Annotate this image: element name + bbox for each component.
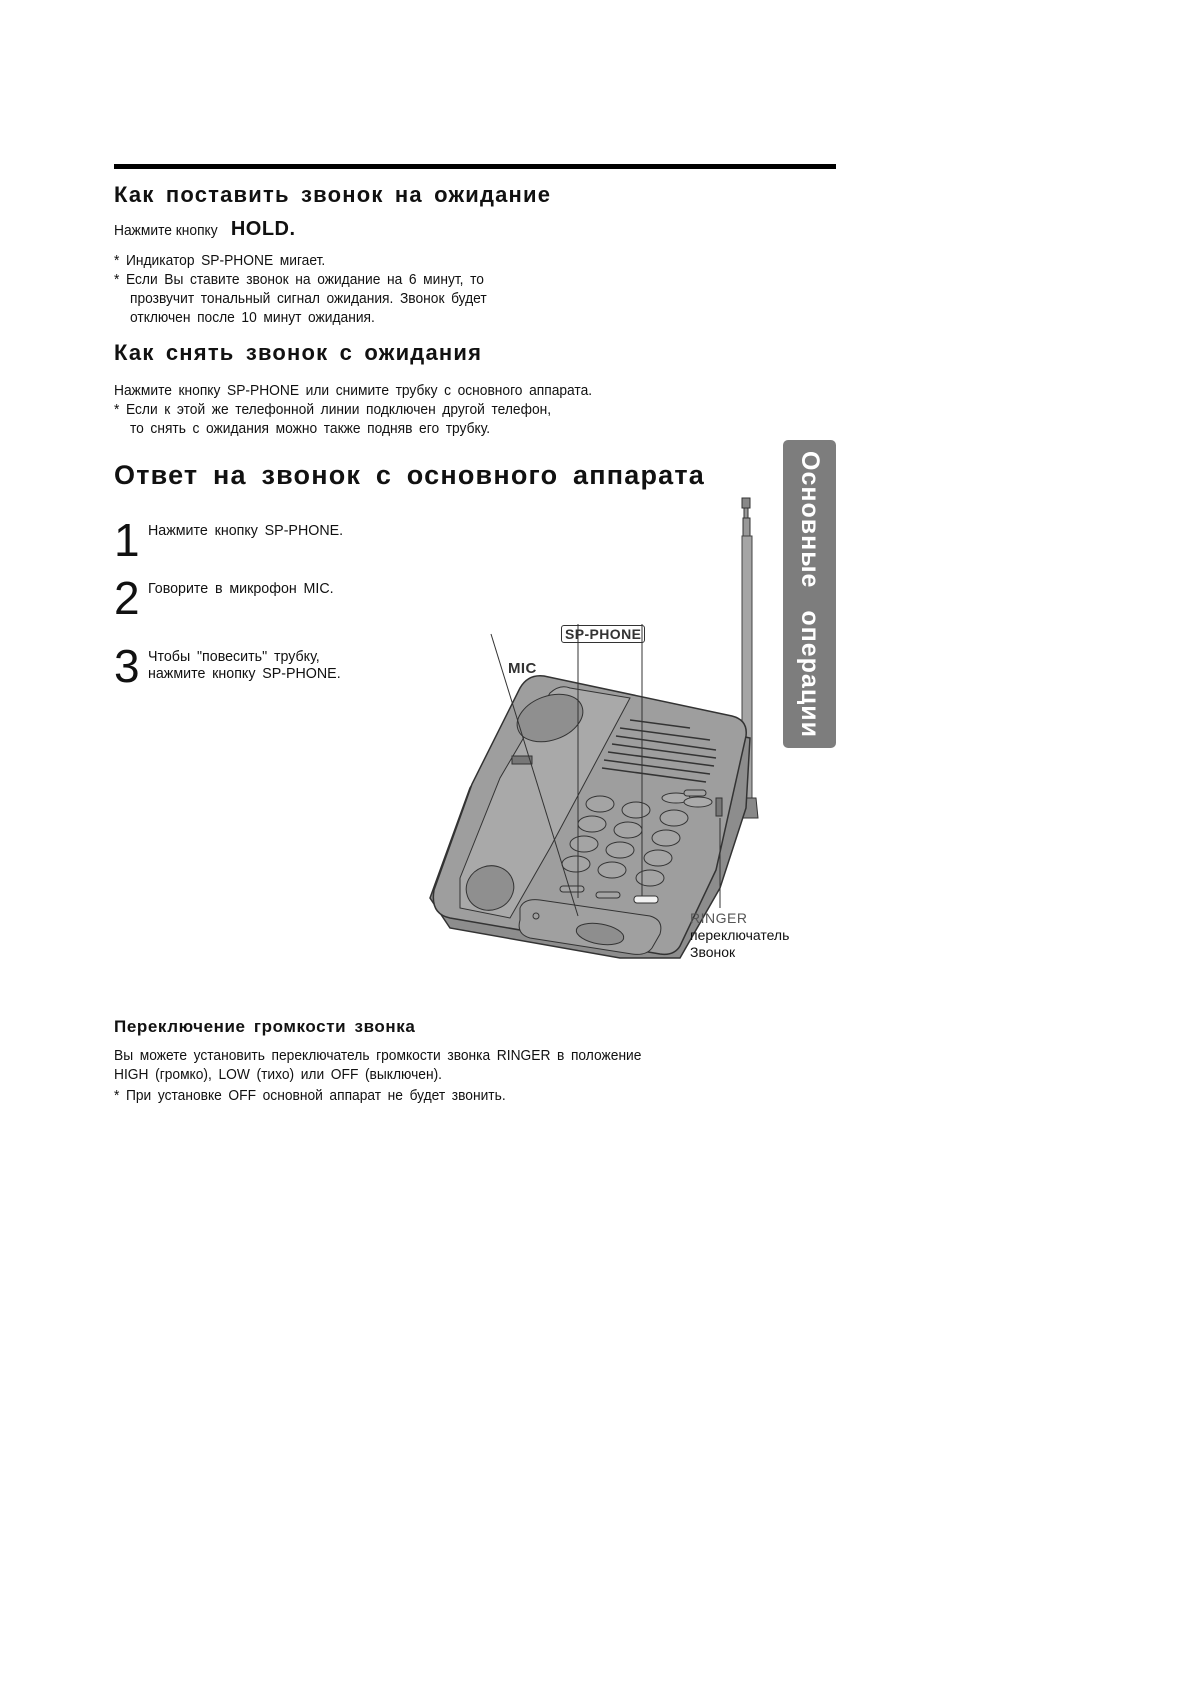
section-title-hold: Как поставить звонок на ожидание xyxy=(114,182,552,207)
sp-phone-button-icon xyxy=(634,896,658,903)
hold-note-2: * Если Вы ставите звонок на ожидание на 6 минут, то xyxy=(114,271,484,288)
ringer-line-1: Вы можете установить переключатель громкости звонка RINGER в положение xyxy=(114,1047,642,1064)
step-3 xyxy=(114,640,351,692)
step-2 xyxy=(114,572,343,624)
ringer-line-2: HIGH (громко), LOW (тихо) или OFF (выключен). xyxy=(114,1066,443,1083)
ringer-switch-icon xyxy=(716,798,722,816)
section-title-ringer: Переключение громкости звонка xyxy=(114,1017,416,1036)
phone-illustration xyxy=(420,488,780,978)
release-note-1-cont: то снять с ожидания можно также подняв его трубку. xyxy=(130,420,491,437)
section-title-answer: Ответ на звонок с основного аппарата xyxy=(114,460,705,490)
hold-note-2-cont2: отключен после 10 минут ожидания. xyxy=(130,309,375,326)
hold-instruction-text: Нажмите кнопку xyxy=(114,222,218,239)
ringer-label-group xyxy=(690,910,789,961)
ringer-caption-ring: Звонок xyxy=(690,944,736,960)
step-number: 2 xyxy=(114,572,140,624)
sp-phone-label: SP-PHONE xyxy=(561,625,645,643)
phone-base-drawing xyxy=(420,488,780,978)
step-text xyxy=(148,578,334,597)
hold-button-label: HOLD. xyxy=(230,218,296,240)
hold-note-1: * Индикатор SP-PHONE мигает. xyxy=(114,252,326,269)
step-text xyxy=(148,646,341,682)
step-number: 3 xyxy=(114,640,140,692)
section-side-tab xyxy=(783,440,836,748)
hold-instruction xyxy=(114,218,296,241)
step-1 xyxy=(114,514,353,566)
mic-label: MIC xyxy=(508,660,537,677)
step-line: Нажмите кнопку SP-PHONE. xyxy=(148,522,344,539)
step-line: нажмите кнопку SP-PHONE. xyxy=(148,665,341,682)
step-number: 1 xyxy=(114,514,140,566)
hold-note-2-cont: прозвучит тональный сигнал ожидания. Звонок будет xyxy=(130,290,487,307)
release-instruction: Нажмите кнопку SP-PHONE или снимите трубку с основного аппарата. xyxy=(114,382,593,399)
ringer-caption-switch: переключатель xyxy=(690,927,790,943)
step-line: Чтобы "повесить" трубку, xyxy=(148,648,320,665)
ringer-label: RINGER xyxy=(690,910,748,926)
step-text xyxy=(148,520,343,539)
release-note-1: * Если к этой же телефонной линии подключен другой телефон, xyxy=(114,401,552,418)
step-line: Говорите в микрофон MIC. xyxy=(148,580,334,597)
section-title-release: Как снять звонок с ожидания xyxy=(114,340,483,365)
ringer-note: * При установке OFF основной аппарат не будет звонить. xyxy=(114,1087,506,1104)
top-rule xyxy=(114,164,836,169)
side-tab-label: Основные операции xyxy=(796,450,824,738)
